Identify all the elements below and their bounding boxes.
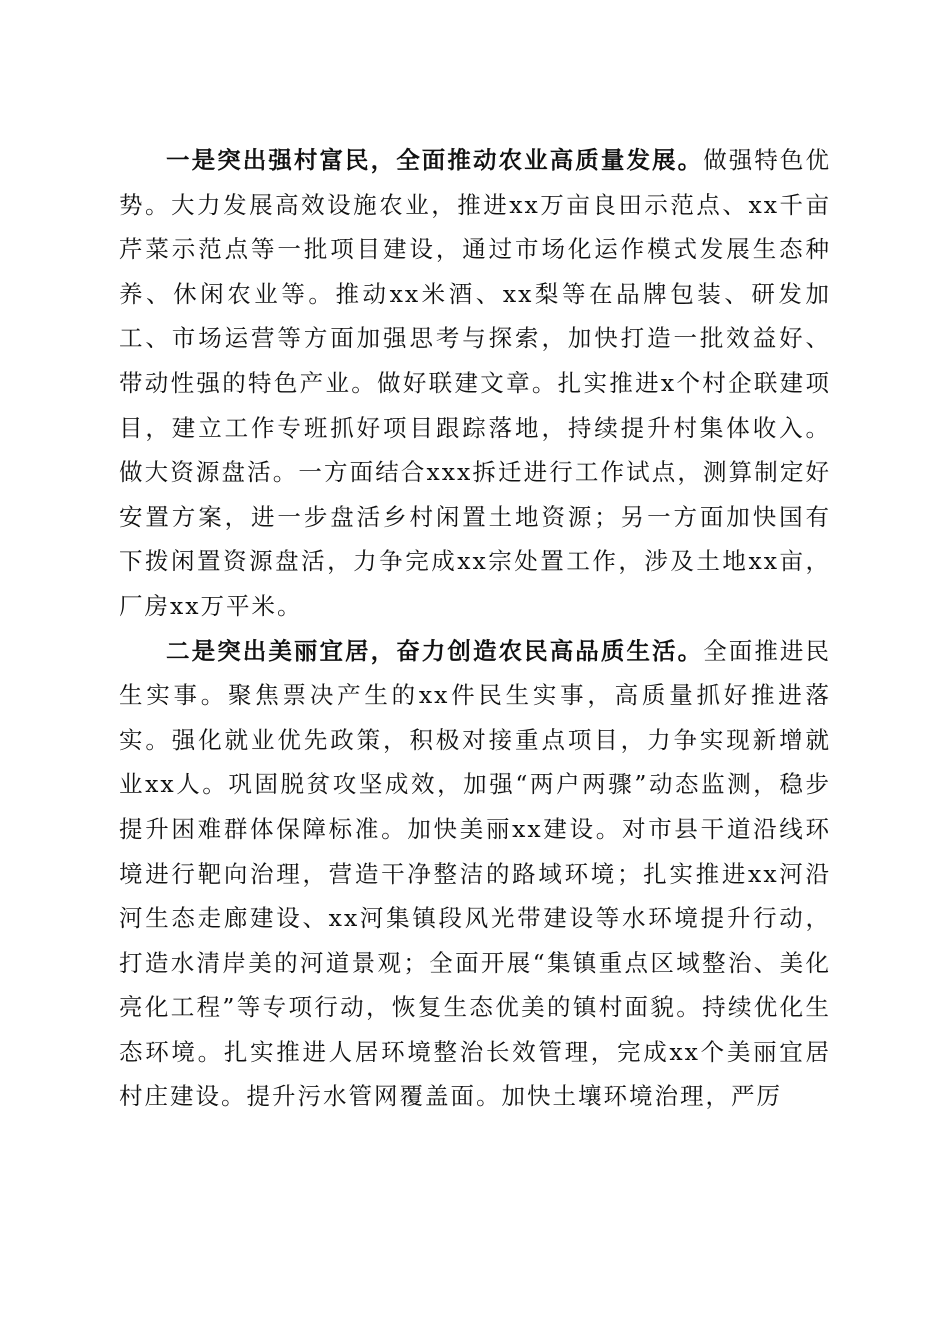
paragraph-2 [119,629,831,1120]
paragraph-1-text: 做强特色优势。大力发展高效设施农业，推进xx万亩良田示范点、xx千亩芹菜示范点等一批项目建设，通过市场化运作模式发展生态种养、休闲农业等。推动xx米酒、xx梨等在品牌包装、研发加工、市场运营等方面加强思考与探索，加快打造一批效益好、带动性强的特色产业。做好联建文章。扎实推进x个村企联建项目，建立工作专班抓好项目跟踪落地，持续提升村集体收入。做大资源盘活。一方面结合xxx拆迁进行工作试点，测算制定好安置方案，进一步盘活乡村闲置土地资源；另一方面加快国有下拨闲置资源盘活，力争完成xx宗处置工作，涉及土地xx亩，厂房xx万平米。 [119,146,832,620]
paragraph-2-text: 全面推进民生实事。聚焦票决产生的xx件民生实事，高质量抓好推进落实。强化就业优先政策，积极对接重点项目，力争实现新增就业xx人。巩固脱贫攻坚成效，加强“两户两骤”动态监测，稳步提升困难群体保障标准。加快美丽xx建设。对市县干道沿线环境进行靶向治理，营造干净整洁的路域环境；扎实推进xx河沿河生态走廊建设、xx河集镇段风光带建设等水环境提升行动，打造水清岸美的河道景观；全面开展“集镇重点区域整治、美化亮化工程”等专项行动，恢复生态优美的镇村面貌。持续优化生态环境。扎实推进人居环境整治长效管理，完成xx个美丽宜居村庄建设。提升污水管网覆盖面。加快土壤环境治理，严厉 [119,636,832,1111]
document-body [119,138,831,1119]
paragraph-1 [119,138,831,629]
paragraph-2-heading: 二是突出美丽宜居，奋力创造农民高品质生活。 [166,636,704,665]
paragraph-1-heading: 一是突出强村富民，全面推动农业高质量发展。 [166,146,704,174]
